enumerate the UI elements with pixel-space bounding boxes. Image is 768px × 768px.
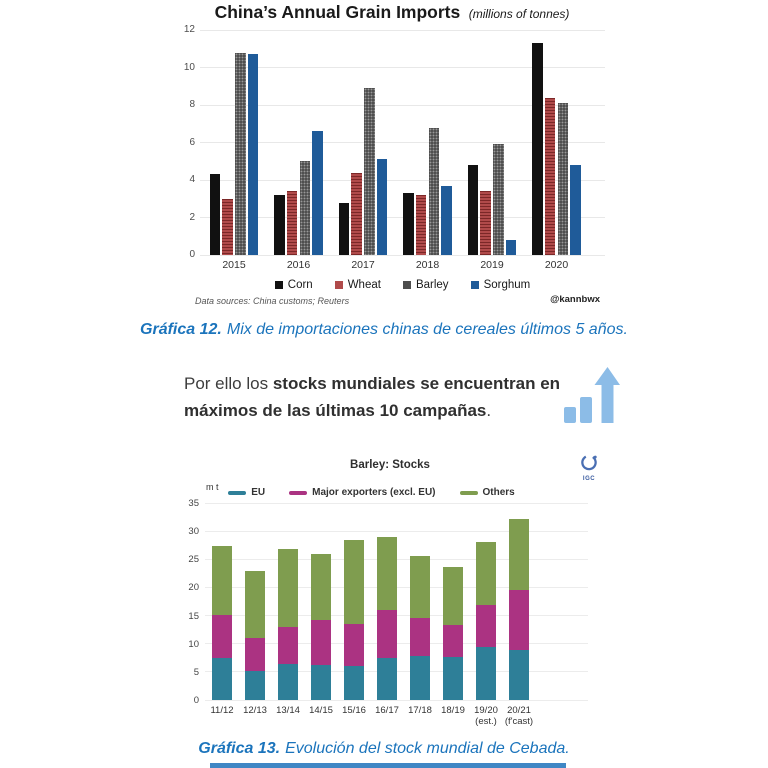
bar-barley-2017 (364, 88, 375, 255)
stack-eu-15/16 (344, 666, 364, 700)
igc-logo-text: IGC (582, 476, 596, 482)
growth-bars-arrow-icon (562, 366, 620, 429)
legend-label: Sorghum (483, 279, 531, 291)
caption-12-label: Gráfica 12. (140, 321, 222, 338)
legend-label: Wheat (347, 279, 381, 291)
chart1-subtitle: (millions of tonnes) (468, 7, 570, 21)
bar-corn-2015 (210, 174, 221, 255)
y-axis-tick-label: 35 (188, 498, 199, 509)
stack-others-17/18 (410, 556, 430, 618)
chart2-plot-area (188, 498, 588, 727)
stack-eu-18/19 (443, 657, 463, 700)
legend-swatch (460, 491, 478, 495)
bar-barley-2020 (558, 103, 569, 255)
stack-others-19/20 (476, 542, 496, 605)
stack-others-18/19 (443, 567, 463, 625)
legend-item-barley (403, 279, 449, 291)
legend-item-eu (228, 487, 265, 498)
x-label-line1: 16/17 (375, 705, 399, 716)
bottom-blue-strip (210, 763, 566, 768)
chart2-legend (205, 487, 588, 498)
legend-swatch (289, 491, 307, 495)
paragraph-bold-text: stocks mundiales se encuentran en (272, 374, 561, 393)
chart1-author-handle: @kannbwx (550, 294, 600, 305)
y-axis-tick-label: 10 (188, 638, 199, 650)
paragraph-regular-text: . (486, 401, 492, 420)
paragraph-regular-text: Por ello los (184, 374, 273, 393)
bar-wheat-2019 (480, 191, 491, 255)
paragraph-bold-text: máximos de las últimas 10 campañas (184, 401, 487, 420)
gridline (200, 30, 605, 31)
bar-corn-2018 (403, 193, 414, 255)
bar-sorghum-2019 (506, 240, 517, 255)
gridline (205, 503, 588, 504)
growth-bars-arrow-svg (562, 366, 620, 424)
bar-wheat-2017 (351, 173, 362, 256)
stack-eu-11/12 (212, 658, 232, 700)
stack-others-16/17 (377, 537, 397, 610)
bar-barley-2019 (493, 144, 504, 255)
stack-others-11/12 (212, 546, 232, 615)
bar-barley-2016 (300, 161, 311, 255)
stack-major-exporters-excl-eu--17/18 (410, 618, 430, 656)
y-axis-tick-label: 30 (188, 526, 199, 538)
bar-corn-2019 (468, 165, 479, 255)
stack-major-exporters-excl-eu--13/14 (278, 627, 298, 664)
bar-corn-2020 (532, 43, 543, 255)
stack-major-exporters-excl-eu--20/21 (509, 590, 529, 650)
legend-item-sorghum (471, 279, 531, 291)
stack-major-exporters-excl-eu--14/15 (311, 620, 331, 665)
x-axis-label-20/21 (495, 705, 543, 727)
y-axis-tick-label: 25 (188, 554, 199, 566)
stack-major-exporters-excl-eu--12/13 (245, 638, 265, 671)
stack-major-exporters-excl-eu--18/19 (443, 625, 463, 657)
bar-barley-2015 (235, 53, 246, 256)
y-axis-tick-label: 0 (189, 249, 195, 260)
body-paragraph (184, 370, 560, 424)
bar-sorghum-2017 (377, 159, 388, 255)
stack-eu-12/13 (245, 671, 265, 700)
x-label-line1: 18/19 (441, 705, 465, 716)
stack-others-12/13 (245, 571, 265, 638)
y-axis-tick-label: 15 (188, 610, 199, 622)
legend-item-wheat (335, 279, 381, 291)
stack-others-13/14 (278, 549, 298, 627)
stack-others-14/15 (311, 554, 331, 620)
bar-wheat-2015 (222, 199, 233, 255)
caption-13-text: Evolución del stock mundial de Cebada. (285, 740, 570, 757)
stack-eu-17/18 (410, 656, 430, 700)
stack-eu-16/17 (377, 658, 397, 700)
chart2-title: Barley: Stocks (350, 459, 430, 471)
stack-eu-19/20 (476, 647, 496, 700)
stack-major-exporters-excl-eu--11/12 (212, 615, 232, 658)
x-axis-label-2015: 2015 (222, 259, 246, 271)
x-axis-label-2017: 2017 (351, 259, 375, 271)
x-axis-label-2019: 2019 (480, 259, 504, 271)
chart1-title-text: China’s Annual Grain Imports (214, 2, 461, 22)
stack-major-exporters-excl-eu--19/20 (476, 605, 496, 647)
x-label-line1: 17/18 (408, 705, 432, 716)
y-axis-tick-label: 0 (193, 695, 199, 706)
x-label-line1: 12/13 (243, 705, 267, 716)
stack-eu-13/14 (278, 664, 298, 700)
legend-swatch (275, 281, 283, 289)
legend-item-others (460, 487, 515, 498)
bar-barley-2018 (429, 128, 440, 256)
y-axis-tick-label: 12 (183, 24, 195, 35)
bar-sorghum-2015 (248, 54, 259, 255)
legend-swatch (335, 281, 343, 289)
caption-13-label: Gráfica 13. (198, 740, 281, 757)
stack-major-exporters-excl-eu--15/16 (344, 624, 364, 666)
y-axis-tick-label: 5 (193, 666, 199, 678)
x-label-line1: 14/15 (309, 705, 333, 716)
legend-label: Others (482, 487, 515, 498)
bar-sorghum-2020 (570, 165, 581, 255)
stack-others-20/21 (509, 519, 529, 589)
stack-major-exporters-excl-eu--16/17 (377, 610, 397, 658)
legend-item-corn (275, 279, 313, 291)
x-label-line1: 11/12 (210, 705, 234, 716)
gridline (205, 531, 588, 532)
chart1-legend (200, 279, 605, 291)
x-label-line1: 15/16 (342, 705, 366, 716)
chart2-unit-label: m t (206, 482, 219, 492)
igc-globe-icon (579, 453, 599, 472)
chart1-plot-area (183, 24, 605, 271)
x-label-note: (est.) (475, 716, 497, 727)
legend-label: Barley (415, 279, 449, 291)
legend-label: Corn (287, 279, 313, 291)
legend-swatch (471, 281, 479, 289)
legend-swatch (403, 281, 411, 289)
legend-label: Major exporters (excl. EU) (312, 487, 436, 498)
bar-corn-2017 (339, 203, 350, 256)
bar-wheat-2018 (416, 195, 427, 255)
stack-eu-14/15 (311, 665, 331, 700)
stack-others-15/16 (344, 540, 364, 624)
x-axis-label-2016: 2016 (286, 259, 311, 271)
legend-swatch (228, 491, 246, 495)
x-label-line1: 13/14 (276, 705, 300, 716)
bar-corn-2016 (274, 195, 285, 255)
paragraph-line-1 (184, 370, 560, 397)
chart1-title (8, 2, 768, 23)
bar-wheat-2016 (287, 191, 298, 255)
bar-wheat-2020 (545, 98, 556, 256)
y-axis-tick-label: 6 (189, 136, 195, 148)
paragraph-line-2 (184, 397, 560, 424)
y-axis-tick-label: 8 (189, 99, 195, 110)
igc-logo (576, 453, 602, 482)
y-axis-tick-label: 10 (183, 61, 195, 73)
x-axis-label-2018: 2018 (415, 259, 440, 271)
gridline (200, 67, 605, 68)
caption-grafica-13 (0, 740, 768, 758)
stack-eu-20/21 (509, 650, 529, 700)
legend-label: EU (251, 487, 266, 498)
y-axis-tick-label: 4 (189, 174, 195, 185)
bar-sorghum-2016 (312, 131, 323, 255)
x-label-note: (f'cast) (504, 716, 534, 727)
y-axis-tick-label: 20 (188, 582, 199, 594)
y-axis-tick-label: 2 (189, 211, 195, 223)
caption-grafica-12 (0, 321, 768, 339)
x-axis-label-2020: 2020 (544, 259, 569, 271)
bar-sorghum-2018 (441, 186, 452, 255)
caption-12-text: Mix de importaciones chinas de cereales últimos 5 años. (226, 321, 628, 338)
x-label-line1: 20/21 (507, 705, 531, 716)
x-label-line1: 19/20 (474, 705, 498, 716)
legend-item-major-exporters-excl-eu- (289, 487, 435, 498)
chart1-data-sources: Data sources: China customs; Reuters (195, 296, 350, 306)
